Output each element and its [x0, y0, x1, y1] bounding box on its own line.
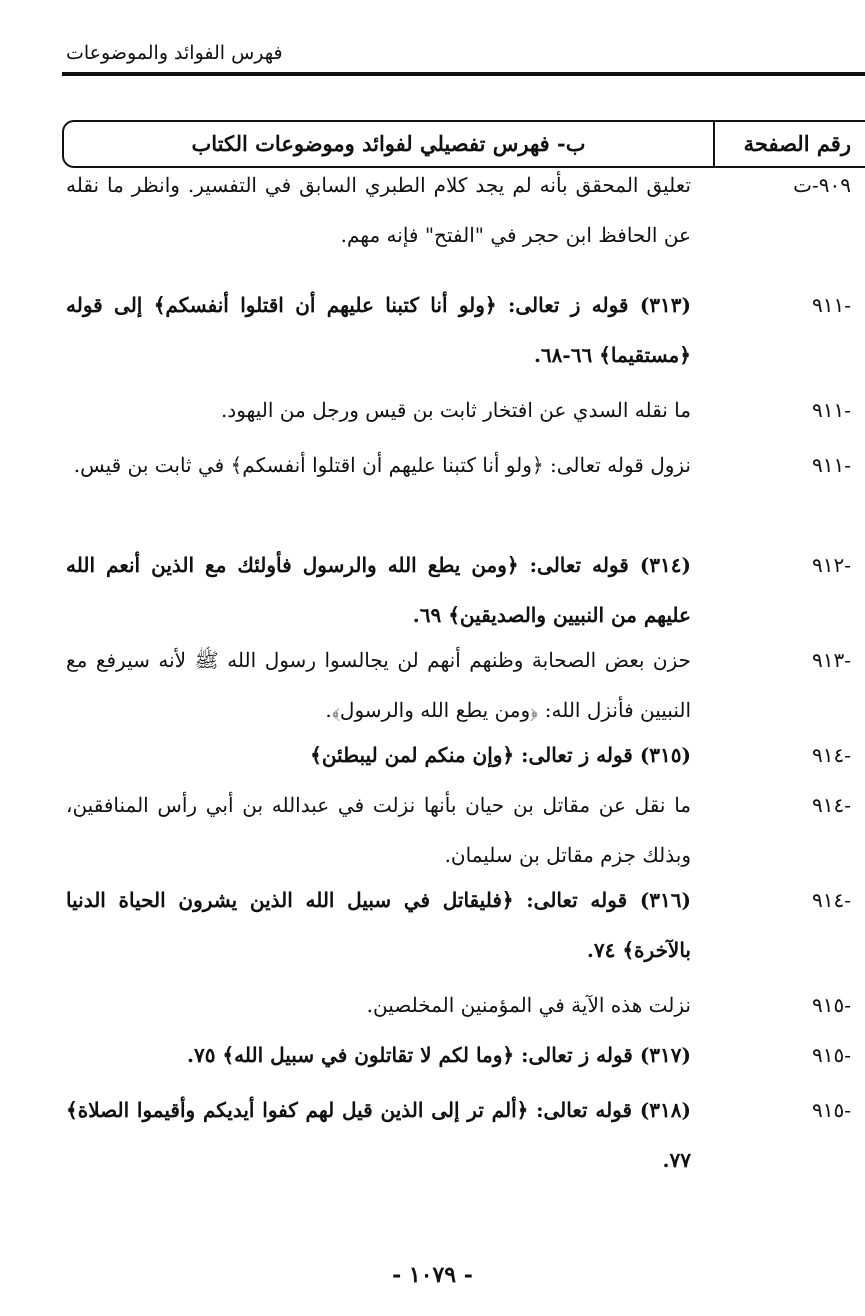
entry-page-ref: -٩١٣ [812, 648, 851, 672]
index-entry [66, 730, 851, 780]
index-entry [66, 385, 851, 435]
index-entry [66, 280, 851, 380]
entry-text: نزول قوله تعالى: ﴿ولو أنا كتبنا عليهم أن اقتلوا أنفسكم﴾ في ثابت بن قيس. [73, 453, 691, 477]
entry-text: (٣١٤) قوله تعالى: ﴿ومن يطع الله والرسول فأولئك مع الذين أنعم الله عليهم من النبيين والصديقين﴾ ٦٩. [66, 553, 691, 627]
entry-page-ref: -٩١١ [812, 293, 851, 317]
index-entry [66, 635, 851, 735]
index-entry [66, 1085, 851, 1185]
entry-page-ref: -٩١١ [812, 398, 851, 422]
entry-text: (٣١٧) قوله ز تعالى: ﴿وما لكم لا تقاتلون في سبيل الله﴾ ٧٥. [187, 1043, 691, 1067]
running-head: فهرس الفوائد والموضوعات [66, 42, 283, 64]
index-entry [66, 440, 851, 490]
index-entry [66, 980, 851, 1030]
page-number: - ١٠٧٩ - [392, 1262, 473, 1288]
entry-text: حزن بعض الصحابة وظنهم أنهم لن يجالسوا رسول الله ﷺ لأنه سيرفع مع النبيين فأنزل الله: ﴿ومن يطع الله والرسول﴾. [66, 648, 691, 722]
entry-text: (٣١٣) قوله ز تعالى: ﴿ولو أنا كتبنا عليهم أن اقتلوا أنفسكم﴾ إلى قوله ﴿مستقيما﴾ ٦٦-٦٨. [66, 293, 691, 367]
index-entry [66, 540, 851, 640]
entry-text: ما نقل عن مقاتل بن حيان بأنها نزلت في عبدالله بن أبي رأس المنافقين، وبذلك جزم مقاتل بن سليمان. [66, 793, 691, 867]
header-rule [62, 72, 865, 76]
entry-page-ref: -٩١٤ [812, 743, 851, 767]
entry-page-ref: -٩١٥ [812, 1098, 851, 1122]
entry-page-ref: -٩١٤ [812, 793, 851, 817]
index-entry [66, 875, 851, 975]
entry-text: (٣١٨) قوله تعالى: ﴿ألم تر إلى الذين قيل لهم كفوا أيديكم وأقيموا الصلاة﴾ ٧٧. [66, 1098, 691, 1172]
page-column-heading: رقم الصفحة [743, 131, 851, 156]
entry-page-ref: -٩١١ [812, 453, 851, 477]
index-entry [66, 1030, 851, 1080]
entry-text: (٣١٥) قوله ز تعالى: ﴿وإن منكم لمن ليبطئن﴾ [310, 743, 691, 767]
entry-page-ref: -٩١٥ [812, 993, 851, 1017]
entry-text: ما نقله السدي عن افتخار ثابت بن قيس ورجل من اليهود. [220, 398, 691, 422]
entry-page-ref: -٩١٢ [812, 553, 851, 577]
entry-page-ref: -٩١٥ [812, 1043, 851, 1067]
index-entry [66, 160, 851, 260]
index-title: ب- فهرس تفصيلي لفوائد وموضوعات الكتاب [191, 131, 586, 156]
entry-text: نزلت هذه الآية في المؤمنين المخلصين. [366, 993, 691, 1017]
entry-page-ref: -٩١٤ [812, 888, 851, 912]
entry-page-ref: ٩٠٩-ت [793, 173, 851, 197]
index-entry [66, 780, 851, 880]
entry-text: (٣١٦) قوله تعالى: ﴿فليقاتل في سبيل الله الذين يشرون الحياة الدنيا بالآخرة﴾ ٧٤. [66, 888, 691, 962]
entry-text: تعليق المحقق بأنه لم يجد كلام الطبري السابق في التفسير. وانظر ما نقله عن الحافظ ابن حجر في "الفتح" فإنه مهم. [66, 173, 691, 247]
